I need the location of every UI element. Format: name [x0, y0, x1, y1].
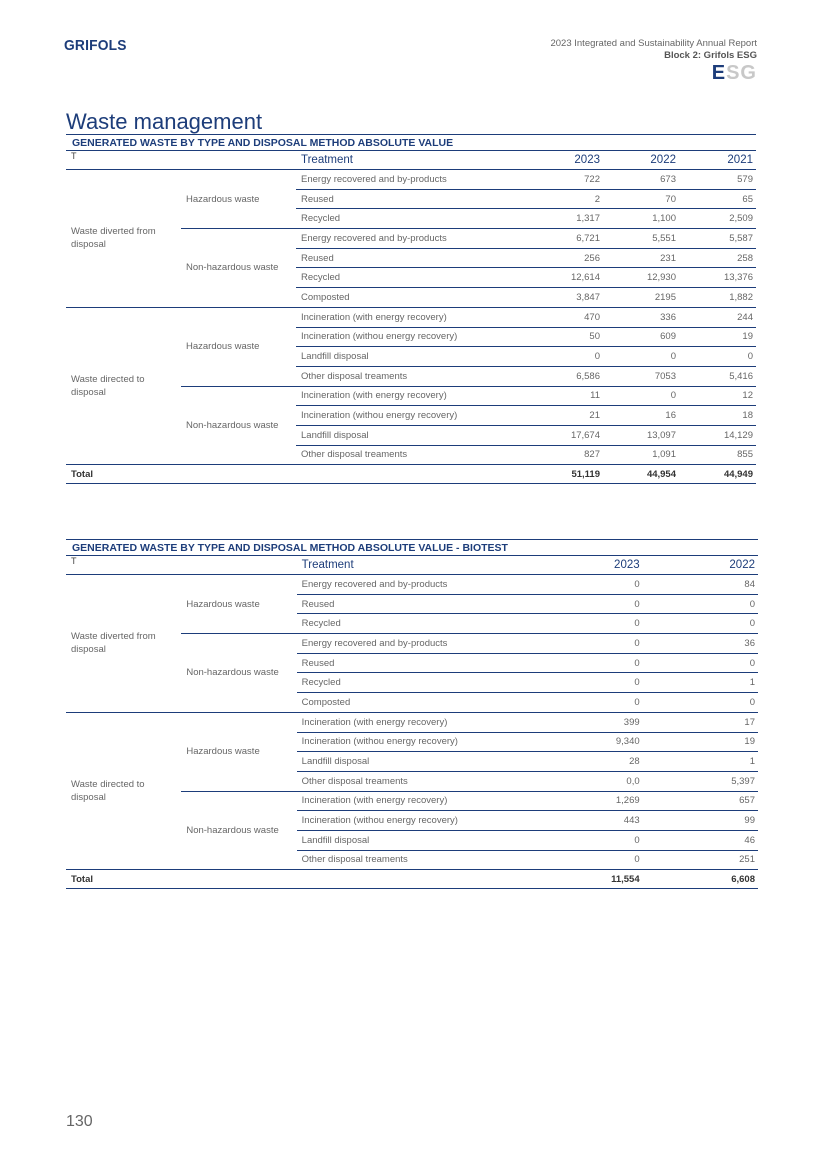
value-cell: 443	[528, 811, 642, 831]
value-cell: 609	[603, 327, 679, 347]
treatment-cell: Recycled	[297, 673, 529, 693]
value-cell: 673	[603, 170, 679, 190]
total-label: Total	[66, 870, 528, 889]
value-cell: 722	[527, 170, 603, 190]
value-cell: 46	[643, 830, 758, 850]
value-cell: 19	[643, 732, 758, 752]
total-value: 11,554	[528, 870, 642, 889]
value-cell: 2	[527, 189, 603, 209]
value-cell: 28	[528, 752, 642, 772]
value-cell: 579	[679, 170, 756, 190]
treatment-cell: Incineration (with energy recovery)	[297, 712, 529, 732]
value-cell: 1,882	[679, 288, 756, 308]
treatment-cell: Energy recovered and by-products	[297, 634, 529, 654]
value-cell: 251	[643, 850, 758, 870]
treatment-cell: Incineration (withou energy recovery)	[296, 327, 527, 347]
subgroup-label-hazardous: Hazardous waste	[181, 575, 296, 634]
treatment-header: Treatment	[297, 556, 529, 575]
value-cell: 0	[527, 347, 603, 367]
table-row	[66, 575, 758, 595]
subgroup-label-hazardous: Hazardous waste	[181, 307, 296, 386]
esg-label	[712, 62, 757, 85]
value-cell: 0	[528, 673, 642, 693]
value-cell: 50	[527, 327, 603, 347]
page-title: Waste management	[66, 108, 263, 134]
subgroup-label-nonhazardous: Non-hazardous waste	[181, 229, 296, 308]
total-value: 51,119	[527, 465, 603, 484]
year-header: 2023	[528, 556, 642, 575]
table-header-row	[66, 556, 758, 575]
subgroup-label-hazardous: Hazardous waste	[181, 170, 296, 229]
table-grid	[66, 150, 756, 484]
value-cell: 231	[603, 248, 679, 268]
subgroup-label-nonhazardous: Non-hazardous waste	[181, 386, 296, 465]
value-cell: 2,509	[679, 209, 756, 229]
treatment-header: Treatment	[296, 151, 527, 170]
value-cell: 657	[643, 791, 758, 811]
value-cell: 0	[528, 614, 642, 634]
treatment-cell: Incineration (withou energy recovery)	[297, 732, 529, 752]
value-cell: 0	[603, 386, 679, 406]
value-cell: 0	[528, 634, 642, 654]
value-cell: 0	[643, 653, 758, 673]
table-grid	[66, 555, 758, 889]
treatment-cell: Incineration (withou energy recovery)	[296, 406, 527, 426]
treatment-cell: Other disposal treaments	[297, 771, 529, 791]
value-cell: 1,100	[603, 209, 679, 229]
treatment-cell: Landfill disposal	[297, 752, 529, 772]
treatment-cell: Reused	[296, 248, 527, 268]
value-cell: 9,340	[528, 732, 642, 752]
value-cell: 11	[527, 386, 603, 406]
value-cell: 256	[527, 248, 603, 268]
treatment-cell: Landfill disposal	[297, 830, 529, 850]
value-cell: 18	[679, 406, 756, 426]
waste-table	[66, 134, 756, 484]
total-value: 44,954	[603, 465, 679, 484]
report-header	[550, 38, 757, 62]
table-title: GENERATED WASTE BY TYPE AND DISPOSAL METHOD ABSOLUTE VALUE	[66, 134, 756, 150]
subgroup-label-nonhazardous: Non-hazardous waste	[181, 634, 296, 713]
value-cell: 0	[603, 347, 679, 367]
value-cell: 5,551	[603, 229, 679, 249]
value-cell: 17	[643, 712, 758, 732]
value-cell: 0	[528, 693, 642, 713]
treatment-cell: Other disposal treaments	[296, 445, 527, 465]
treatment-cell: Recycled	[296, 268, 527, 288]
year-header: 2022	[603, 151, 679, 170]
value-cell: 7053	[603, 366, 679, 386]
value-cell: 5,587	[679, 229, 756, 249]
group-label-directed: Waste directed to disposal	[66, 307, 181, 465]
treatment-cell: Incineration (withou energy recovery)	[297, 811, 529, 831]
treatment-cell: Reused	[297, 653, 529, 673]
value-cell: 470	[527, 307, 603, 327]
value-cell: 3,847	[527, 288, 603, 308]
esg-e: E	[711, 62, 727, 84]
report-title: 2023 Integrated and Sustainability Annual Report	[550, 38, 757, 49]
treatment-cell: Recycled	[297, 614, 529, 634]
t-label: T	[66, 151, 296, 170]
value-cell: 70	[603, 189, 679, 209]
value-cell: 12,930	[603, 268, 679, 288]
value-cell: 21	[527, 406, 603, 426]
total-value: 6,608	[643, 870, 758, 889]
treatment-cell: Incineration (with energy recovery)	[296, 307, 527, 327]
value-cell: 0	[528, 850, 642, 870]
treatment-cell: Composted	[297, 693, 529, 713]
value-cell: 5,397	[643, 771, 758, 791]
treatment-cell: Incineration (with energy recovery)	[297, 791, 529, 811]
value-cell: 0	[528, 594, 642, 614]
t-label: T	[66, 556, 297, 575]
table-row	[66, 307, 756, 327]
treatment-cell: Incineration (with energy recovery)	[296, 386, 527, 406]
year-header: 2022	[643, 556, 758, 575]
subgroup-label-hazardous: Hazardous waste	[181, 712, 296, 791]
report-block: Block 2: Grifols ESG	[664, 50, 757, 61]
value-cell: 0	[528, 575, 642, 595]
value-cell: 1,091	[603, 445, 679, 465]
value-cell: 99	[643, 811, 758, 831]
table-title: GENERATED WASTE BY TYPE AND DISPOSAL METHOD ABSOLUTE VALUE - BIOTEST	[66, 539, 758, 555]
group-label-directed: Waste directed to disposal	[66, 712, 181, 870]
table-header-row	[66, 151, 756, 170]
treatment-cell: Reused	[296, 189, 527, 209]
total-row	[66, 870, 758, 889]
value-cell: 0	[643, 594, 758, 614]
treatment-cell: Reused	[297, 594, 529, 614]
year-header: 2021	[679, 151, 756, 170]
value-cell: 0,0	[528, 771, 642, 791]
treatment-cell: Other disposal treaments	[297, 850, 529, 870]
year-header: 2023	[527, 151, 603, 170]
value-cell: 13,097	[603, 425, 679, 445]
total-row	[66, 465, 756, 484]
group-label-diverted: Waste diverted from disposal	[66, 575, 181, 713]
value-cell: 0	[528, 830, 642, 850]
value-cell: 12,614	[527, 268, 603, 288]
value-cell: 827	[527, 445, 603, 465]
value-cell: 0	[528, 653, 642, 673]
value-cell: 36	[643, 634, 758, 654]
value-cell: 0	[643, 614, 758, 634]
value-cell: 1,317	[527, 209, 603, 229]
value-cell: 0	[643, 693, 758, 713]
value-cell: 19	[679, 327, 756, 347]
value-cell: 16	[603, 406, 679, 426]
treatment-cell: Recycled	[296, 209, 527, 229]
value-cell: 6,721	[527, 229, 603, 249]
treatment-cell: Energy recovered and by-products	[296, 170, 527, 190]
value-cell: 14,129	[679, 425, 756, 445]
value-cell: 855	[679, 445, 756, 465]
value-cell: 336	[603, 307, 679, 327]
page-number: 130	[66, 1113, 93, 1130]
value-cell: 2195	[603, 288, 679, 308]
subgroup-label-nonhazardous: Non-hazardous waste	[181, 791, 296, 870]
treatment-cell: Landfill disposal	[296, 425, 527, 445]
value-cell: 5,416	[679, 366, 756, 386]
value-cell: 0	[679, 347, 756, 367]
value-cell: 244	[679, 307, 756, 327]
treatment-cell: Energy recovered and by-products	[297, 575, 529, 595]
treatment-cell: Composted	[296, 288, 527, 308]
table-row	[66, 170, 756, 190]
total-value: 44,949	[679, 465, 756, 484]
grifols-logo: GRIFOLS	[64, 37, 127, 54]
total-label: Total	[66, 465, 527, 484]
treatment-cell: Energy recovered and by-products	[296, 229, 527, 249]
waste-table-biotest	[66, 539, 758, 889]
value-cell: 84	[643, 575, 758, 595]
value-cell: 6,586	[527, 366, 603, 386]
treatment-cell: Landfill disposal	[296, 347, 527, 367]
value-cell: 65	[679, 189, 756, 209]
esg-sg: SG	[726, 62, 757, 84]
value-cell: 13,376	[679, 268, 756, 288]
value-cell: 1	[643, 752, 758, 772]
value-cell: 1,269	[528, 791, 642, 811]
value-cell: 12	[679, 386, 756, 406]
group-label-diverted: Waste diverted from disposal	[66, 170, 181, 308]
treatment-cell: Other disposal treaments	[296, 366, 527, 386]
value-cell: 1	[643, 673, 758, 693]
table-row	[66, 712, 758, 732]
value-cell: 258	[679, 248, 756, 268]
value-cell: 17,674	[527, 425, 603, 445]
value-cell: 399	[528, 712, 642, 732]
